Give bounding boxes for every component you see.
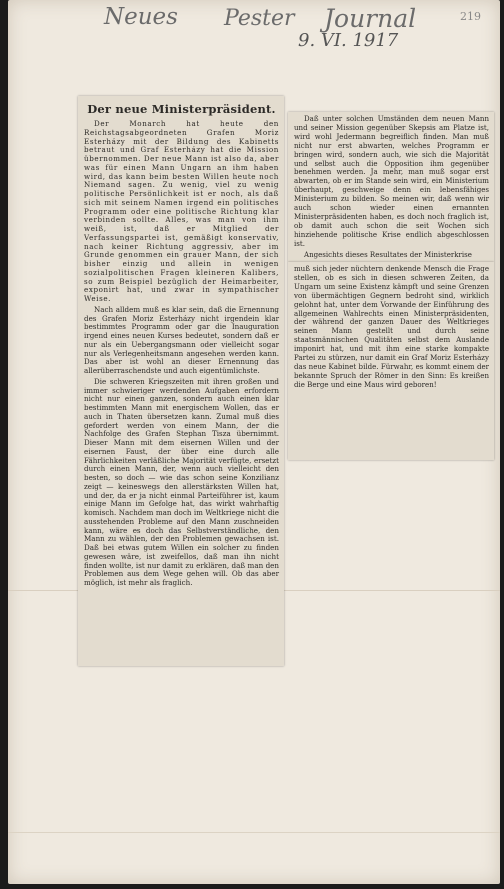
article-headline: Der neue Ministerpräsident. [87,102,276,116]
page-number: 219 [460,10,481,23]
newspaper-clipping-continuation-1 [288,112,494,262]
article-paragraph: muß sich jeder nüchtern denkende Mensch die Frage stellen, ob es sich in diesen schweren Zeiten, da Ungarn um seine Existenz kämpft und seine Grenzen von übermächtigen Gegnern bedroht sind, wirklich gelohnt hat, unter dem Vorwande der Einführung des allgemeinen Wahlrechts einen Ministerpräsidenten, der während der ganzen Dauer des Weltkrieges seinen Mann gestellt und durch seine staatsmännischen Qualitäten selbst dem Auslande imponirt hat, und mit ihm eine starke kompakte Partei zu stürzen, nur damit ein Graf Moriz Esterházy das neue Kabinet bilde. Fürwahr, es kommt einem der bekannte Spruch der Römer in den Sinn: Es kreißen die Berge und eine Maus wird geboren! [294,264,489,389]
article-paragraph: Die schweren Kriegszeiten mit ihren großen und immer schwieriger werdenden Aufgaben erfordern nicht nur einen ganzen, sondern auch einen klar bestimmten Mann mit energischem Wollen, das er auch in Thaten übersetzen kann. Zumal muß dies gefordert werden von einem Mann, der die Nachfolge des Grafen Stephan Tisza übernimmt. Dieser Mann mit dem eisernen Willen und der eisernen Faust, der über eine durch alle Fährlichkeiten verläßliche Majorität verfügte, ersetzt durch einen Mann, der, wenn auch vielleicht den besten, so doch — wie das schon seine Konzilianz zeigt — keineswegs den allerstärksten Willen hat, und der, da er ja nicht einmal Parteiführer ist, kaum einige Mann im Gefolge hat, das wirkt wahrhaftig komisch. Nachdem man doch im Weltkriege nicht die ausstehenden Probleme auf den Mann zuschneiden kann, wäre es doch das Selbstverständliche, den Mann zu wählen, der den Problemen gewachsen ist. Daß bei etwas gutem Willen ein solcher zu finden gewesen wäre, ist zweifellos, daß man ihn nicht finden wollte, ist nur damit zu erklären, daß man den Problemen aus dem Wege gehen will. Ob das aber möglich, ist mehr als fraglich. [84,376,279,587]
newspaper-clipping-continuation-2 [288,262,494,460]
handwritten-date: 9. VI. 1917 [298,30,399,51]
article-paragraph: Daß unter solchen Umständen dem neuen Mann und seiner Mission gegenüber Skepsis am Platze ist, wird wohl Jedermann begreiflich finden. Man muß nicht nur erst abwarten, welches Programm er bringen wird, sondern auch, wie sich die Majorität und selbst auch die Opposition ihm gegenüber benehmen werden. Ja mehr, man muß sogar erst abwarten, ob er im Stande sein wird, ein Ministerium überhaupt, geschweige denn ein lebensfähiges Ministerium zu bilden. So meinen wir, daß wenn wir auch schon wieder einen ernannten Ministerpräsidenten haben, es doch noch fraglich ist, ob damit auch schon die seit Wochen sich hinziehende politische Krise endlich abgeschlossen ist. [294,114,489,248]
sheet-crease [8,832,500,833]
handwritten-newspaper-name-word2: Pester [224,6,295,31]
article-paragraph: Angesichts dieses Resultates der Ministerkrise [304,249,472,259]
article-paragraph: Nach alldem muß es klar sein, daß die Ernennung des Grafen Moriz Esterházy nicht irgendein klar bestimmtes Programm oder gar die Inauguration irgend eines neuen Kurses bedeutet, sondern daß er nur als ein Uebergangsmann oder vielleicht sogar nur als Verlegenheitsmann angesehen werden kann. Das aber ist wohl an dieser Ernennung das allerüberraschendste und auch eigentümlichste. [84,304,279,375]
article-paragraph: Der Monarch hat heute den Reichstagsabgeordneten Grafen Moriz Esterházy mit der Bildung des Kabinetts betraut und Graf Esterházy hat die Mission übernommen. Der neue Mann ist also da, aber was für einen Mann Ungarn an ihm haben wird, das kann beim besten Willen heute noch Niemand sagen. Zu wenig, viel zu wenig politische Persönlichkeit ist er noch, als daß sich mit seinem Namen irgend ein politisches Programm oder eine politische Richtung klar verbinden sollte. Alles, was man von ihm weiß, ist, daß er Mitglied der Verfassungspartei ist, gemäßigt konservativ, nach keiner Richtung aggressiv, aber im Grunde genommen ein grauer Mann, der sich bisher einzig und allein in wenigen sozialpolitischen Fragen kleineren Kalibers, so zum Beispiel bezüglich der Heimarbeiter, exponirt hat, und zwar in sympathischer Weise. [84,119,279,303]
handwritten-newspaper-name-word1: Neues [104,4,178,30]
newspaper-clipping-main [78,96,284,666]
handwritten-newspaper-name-word3: Journal [324,4,417,33]
